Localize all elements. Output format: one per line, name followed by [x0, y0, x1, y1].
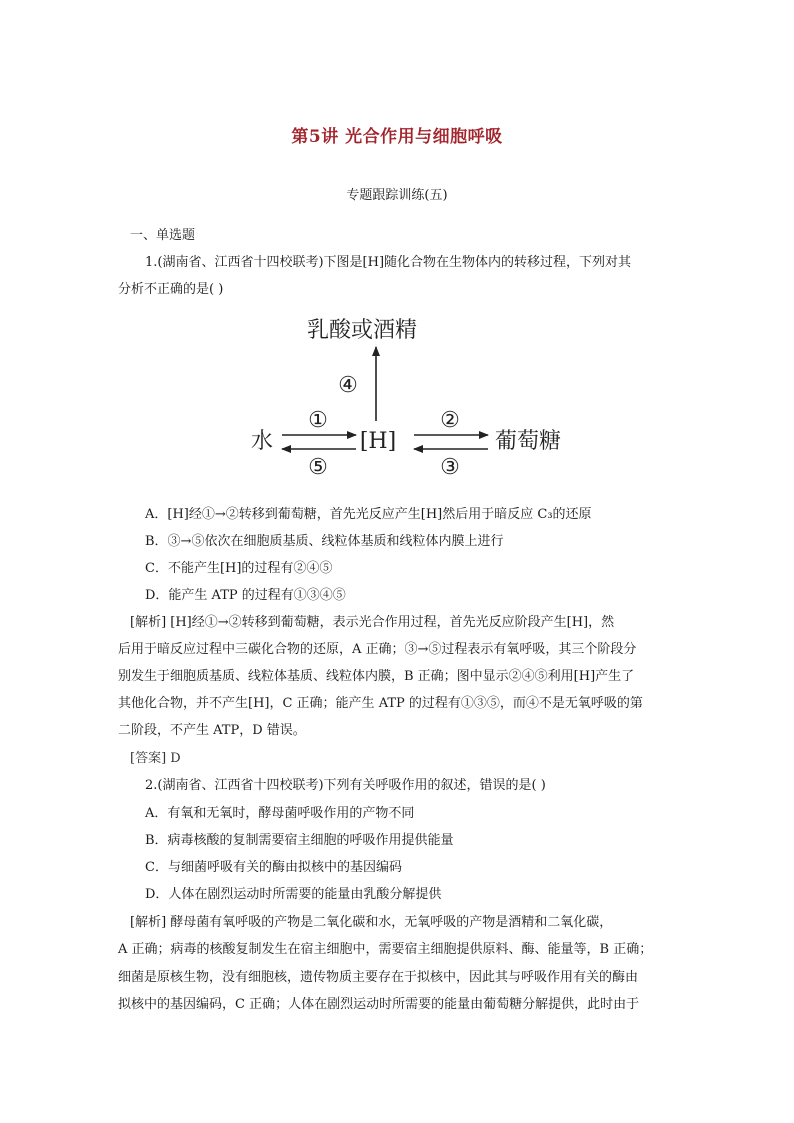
q1-stem-line-1: 1.(湖南省、江西省十四校联考)下图是[H]随化合物在生物体内的转移过程，下列对其: [145, 255, 632, 270]
q2-analysis-line-3: 细菌是原核生物，没有细胞核，遗传物质主要存在于拟核中，因此其与呼吸作用有关的酶由: [118, 970, 639, 985]
q2-option-b: B．病毒核酸的复制需要宿主细胞的呼吸作用提供能量: [145, 833, 454, 848]
q1-analysis-line-3: 别发生于细胞质基质、线粒体基质、线粒体内膜，B 正确；图中显示②④⑤利用[H]产生了: [118, 669, 635, 684]
q1-option-b: B．③→⑤依次在细胞质基质、线粒体基质和线粒体内膜上进行: [145, 534, 504, 549]
q1-analysis-line-5: 二阶段，不产生 ATP，D 错误。: [118, 723, 306, 738]
q1-stem-line-2: 分析不正确的是( ): [118, 282, 224, 297]
diagram-node-glucose: 葡萄糖: [494, 429, 562, 454]
label-3: ③: [440, 455, 460, 480]
q1-option-d: D．能产生 ATP 的过程有①③④⑤: [145, 588, 346, 603]
q1-option-a: A．[H]经①→②转移到葡萄糖，首先光反应产生[H]然后用于暗反应 C₃的还原: [145, 507, 592, 522]
label-1: ①: [308, 408, 328, 433]
q1-analysis-line-4: 其他化合物，并不产生[H]，C 正确；能产生 ATP 的过程有①③⑤，而④不是无氧呼吸的第: [118, 696, 643, 711]
h-transfer-diagram: [232, 309, 572, 489]
diagram-node-water: 水: [250, 429, 274, 454]
q1-analysis-line-2: 后用于暗反应过程中三碳化合物的还原，A 正确；③→⑤过程表示有氧呼吸，其三个阶段分: [118, 642, 637, 657]
page-subtitle: 专题跟踪训练(五): [346, 188, 448, 203]
q1-option-c: C．不能产生[H]的过程有②④⑤: [145, 561, 333, 576]
q2-stem: 2.(湖南省、江西省十四校联考)下列有关呼吸作用的叙述，错误的是( ): [145, 778, 546, 793]
q2-option-c: C．与细菌呼吸有关的酶由拟核中的基因编码: [145, 860, 402, 875]
q1-analysis-line-1: [解析] [H]经①→②转移到葡萄糖，表示光合作用过程，首先光反应阶段产生[H]，然: [130, 615, 615, 630]
q2-analysis-line-4: 拟核中的基因编码，C 正确；人体在剧烈运动时所需要的能量由葡萄糖分解提供，此时由于: [118, 997, 640, 1012]
label-5: ⑤: [308, 455, 328, 480]
q1-answer: [答案] D: [130, 751, 181, 766]
diagram-node-h: [H]: [359, 429, 397, 454]
q2-option-a: A．有氧和无氧时，酵母菌呼吸作用的产物不同: [145, 806, 415, 821]
label-4: ④: [338, 373, 358, 398]
q2-option-d: D．人体在剧烈运动时所需要的能量由乳酸分解提供: [145, 887, 442, 902]
page-title: 第5讲 光合作用与细胞呼吸: [291, 127, 503, 147]
q2-analysis-line-2: A 正确；病毒的核酸复制发生在宿主细胞中，需要宿主细胞提供原料、酶、能量等，B 正确；: [118, 942, 653, 957]
diagram-node-lactic-acid-or-alcohol: 乳酸或酒精: [306, 318, 418, 343]
q2-analysis-line-1: [解析] 酵母菌有氧呼吸的产物是二氧化碳和水，无氧呼吸的产物是酒精和二氧化碳，: [130, 915, 613, 930]
section-heading: 一、单选题: [130, 228, 196, 243]
label-2: ②: [440, 408, 460, 433]
